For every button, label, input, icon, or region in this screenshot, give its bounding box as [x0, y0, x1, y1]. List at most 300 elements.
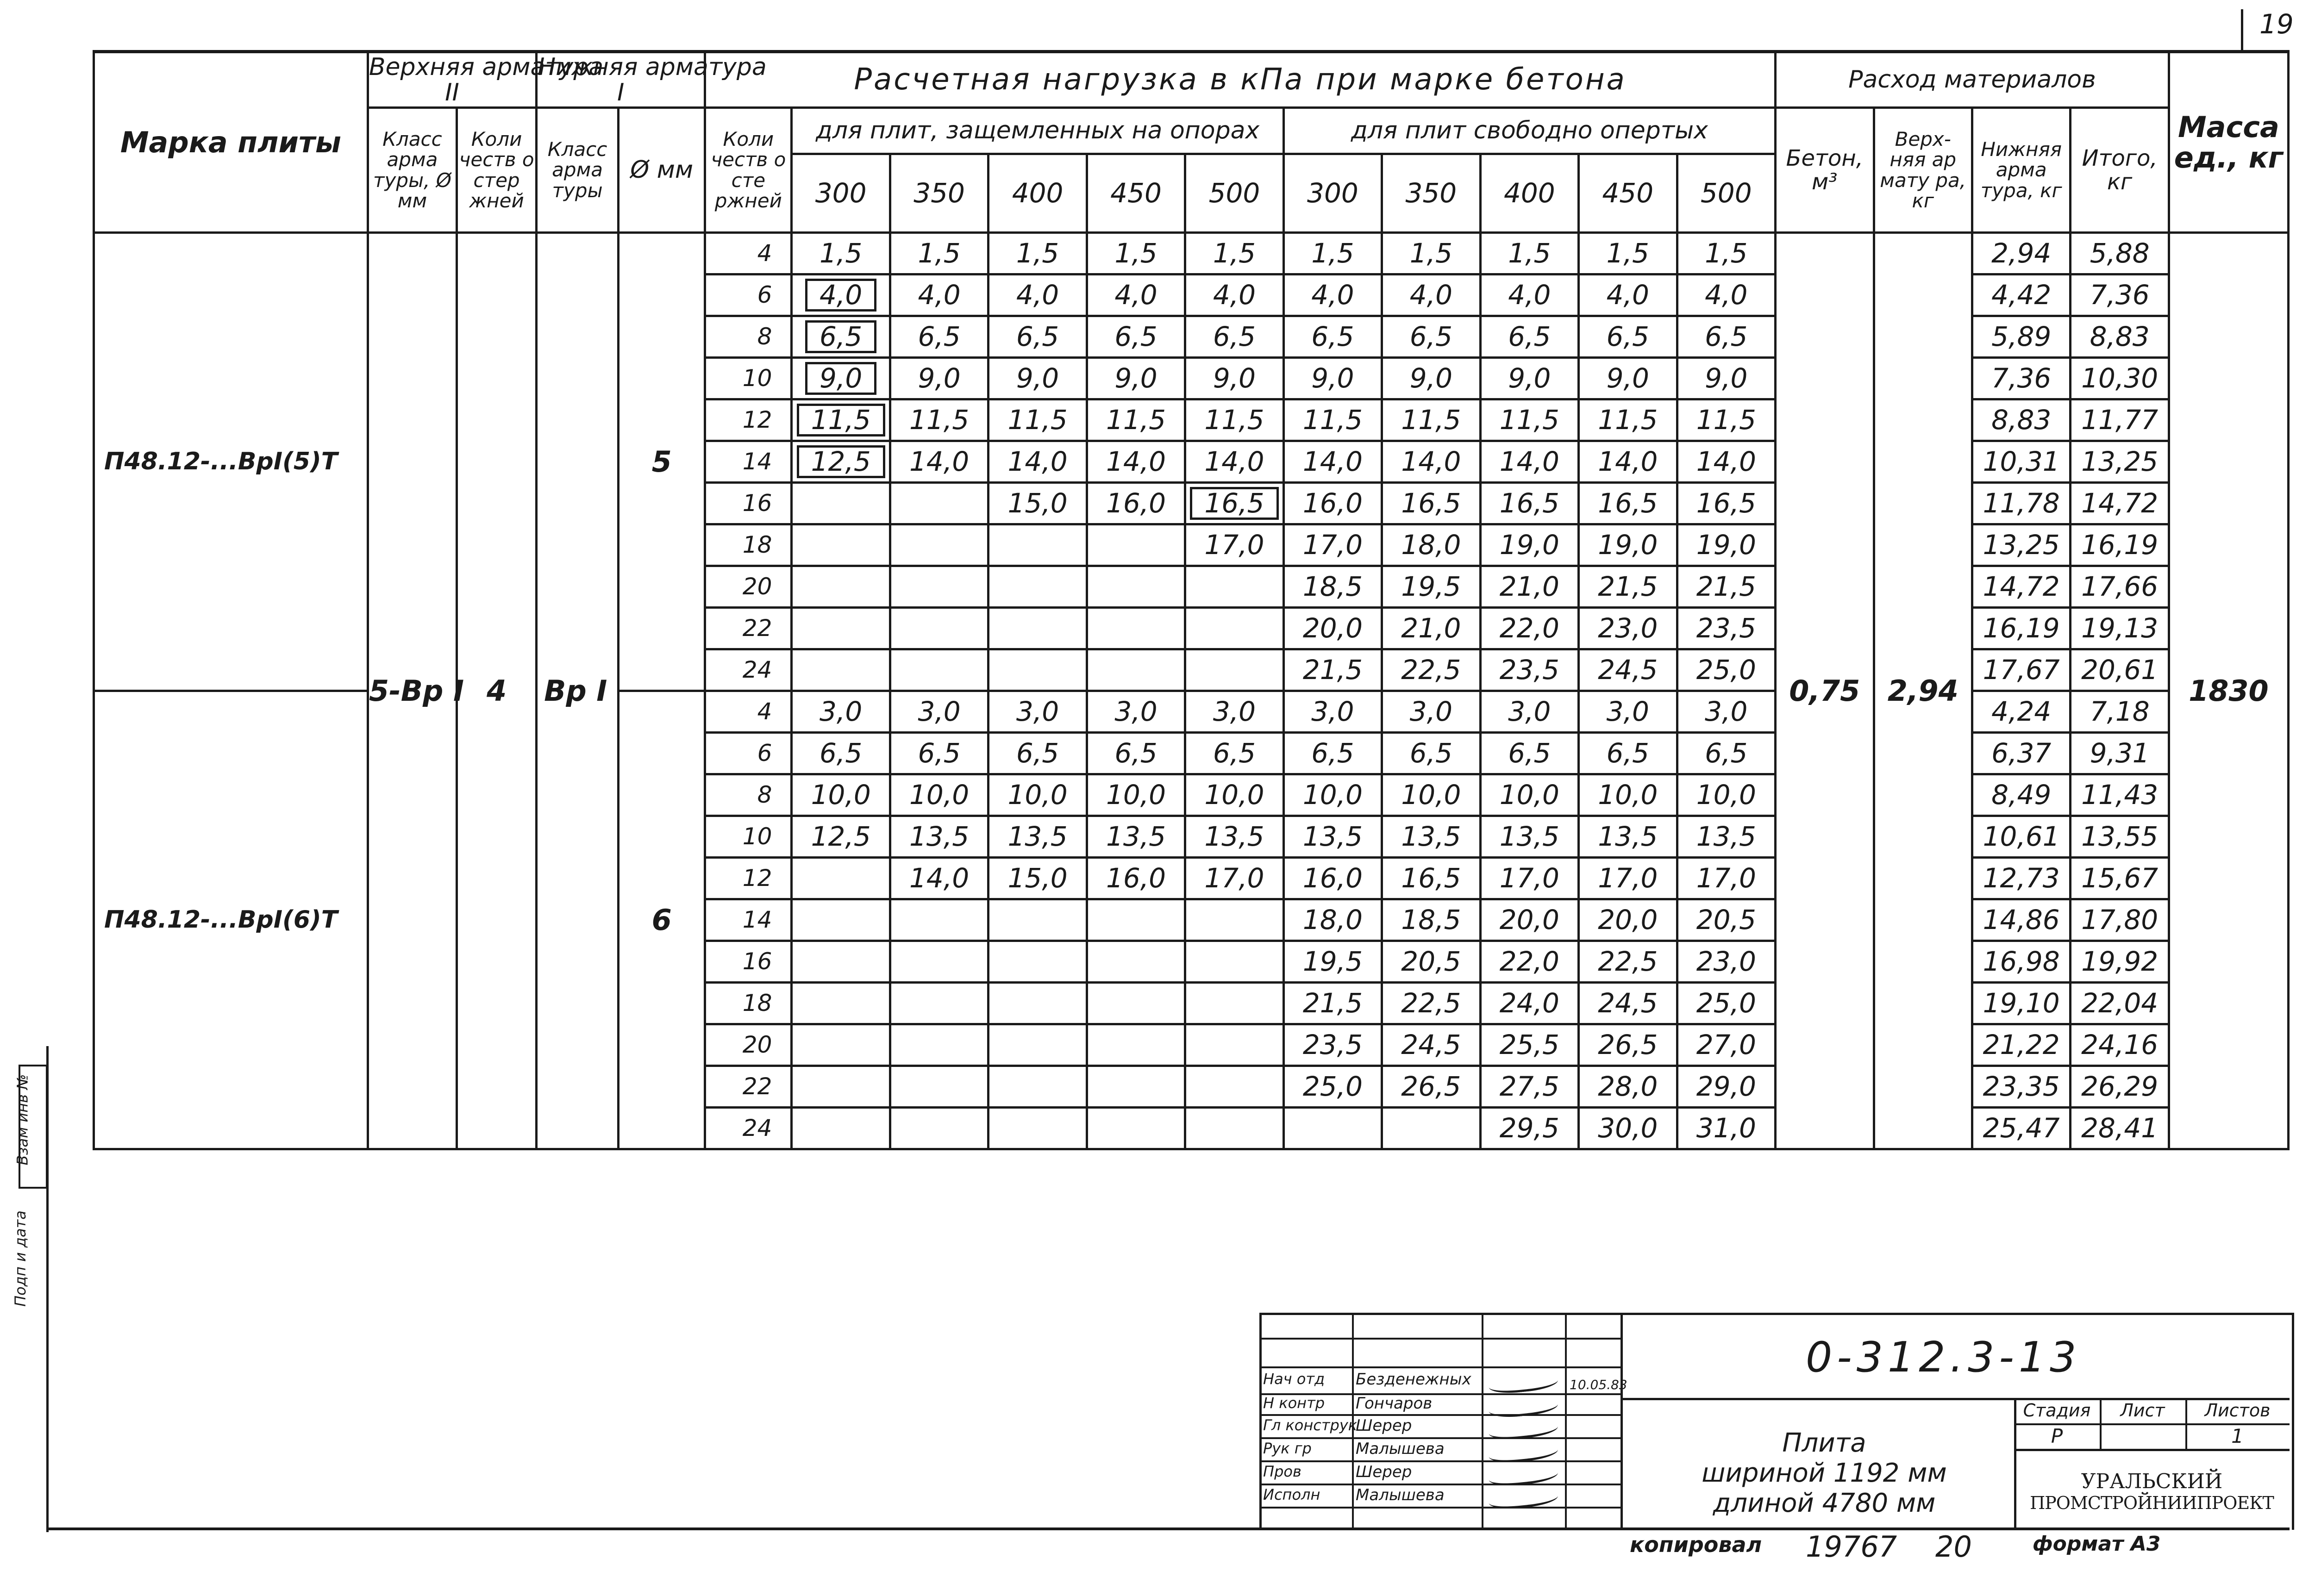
header-clamped: для плит, защемленных на опорах [792, 108, 1283, 154]
bottom-rebar-diam: 5 [619, 233, 705, 691]
stamp-hline [1259, 1437, 1620, 1439]
grade-clamped-4: 500 [1185, 154, 1283, 233]
stamp-hline [1259, 1460, 1620, 1462]
header-diam: Ø мм [619, 108, 705, 233]
load-free-2: 20,0 [1480, 899, 1578, 941]
load-table [93, 51, 2290, 1150]
load-free-4: 13,5 [1677, 816, 1776, 858]
bottom-arm-mass: 23,35 [1972, 1066, 2070, 1108]
load-free-1: 22,5 [1382, 983, 1480, 1024]
load-clamped-3: 10,0 [1087, 774, 1185, 816]
load-clamped-1 [890, 608, 988, 649]
stamp-name: Гончаров [1356, 1394, 1433, 1413]
load-free-0: 13,5 [1283, 816, 1382, 858]
header-materials: Расход материалов [1776, 52, 2169, 108]
stamp-name: Шерер [1356, 1463, 1412, 1481]
stamp-role: Рук гр [1263, 1440, 1312, 1457]
load-clamped-3: 13,5 [1087, 816, 1185, 858]
boxed-value: 9,0 [805, 362, 876, 395]
grade-clamped-2: 400 [989, 154, 1087, 233]
slab-mark: П48.12-...ВрI(6)Т [94, 691, 368, 1149]
rod-count: 20 [705, 566, 792, 608]
load-clamped-0 [792, 566, 890, 608]
load-clamped-2: 14,0 [989, 441, 1087, 483]
bottom-arm-mass: 5,89 [1972, 316, 2070, 358]
load-free-2: 21,0 [1480, 566, 1578, 608]
load-free-4: 6,5 [1677, 316, 1776, 358]
load-clamped-2 [989, 983, 1087, 1024]
bottom-arm-mass: 8,83 [1972, 399, 2070, 441]
load-free-1: 16,5 [1382, 858, 1480, 899]
rod-count: 16 [705, 483, 792, 524]
load-free-1: 18,0 [1382, 524, 1480, 566]
rod-count: 6 [705, 733, 792, 774]
load-free-4: 3,0 [1677, 691, 1776, 733]
load-free-2: 17,0 [1480, 858, 1578, 899]
load-clamped-4 [1185, 483, 1283, 524]
total-mass: 10,30 [2071, 358, 2169, 399]
unit-mass: 1830 [2169, 233, 2288, 1149]
load-free-0: 18,0 [1283, 899, 1382, 941]
rod-count: 10 [705, 816, 792, 858]
rod-count: 14 [705, 441, 792, 483]
load-free-3: 23,0 [1579, 608, 1677, 649]
load-free-4: 16,5 [1677, 483, 1776, 524]
bottom-arm-mass: 11,78 [1972, 483, 2070, 524]
total-mass: 15,67 [2071, 858, 2169, 899]
total-mass: 19,13 [2071, 608, 2169, 649]
load-free-0: 6,5 [1283, 733, 1382, 774]
load-free-1: 14,0 [1382, 441, 1480, 483]
load-clamped-1 [890, 524, 988, 566]
header-slab-mark: Марка плиты [94, 52, 368, 233]
load-free-3: 28,0 [1579, 1066, 1677, 1108]
top-arm-mass: 2,94 [1874, 233, 1972, 1149]
load-free-4: 19,0 [1677, 524, 1776, 566]
load-free-3: 13,5 [1579, 816, 1677, 858]
rod-count: 14 [705, 899, 792, 941]
load-clamped-2: 1,5 [989, 233, 1087, 274]
top-rebar-count: 4 [457, 233, 537, 1149]
stamp-name: Шерер [1356, 1416, 1412, 1435]
load-free-4: 25,0 [1677, 649, 1776, 691]
load-free-2: 29,5 [1480, 1108, 1578, 1149]
load-free-3: 17,0 [1579, 858, 1677, 899]
load-clamped-3: 14,0 [1087, 441, 1185, 483]
header-bottom-class: Класс арма туры [537, 108, 619, 233]
load-free-1: 9,0 [1382, 358, 1480, 399]
load-free-3: 21,5 [1579, 566, 1677, 608]
grade-clamped-3: 450 [1087, 154, 1185, 233]
load-clamped-3 [1087, 941, 1185, 983]
load-free-0: 16,0 [1283, 483, 1382, 524]
header-load-title: Расчетная нагрузка в кПа при марке бетона [705, 52, 1776, 108]
rod-count: 6 [705, 274, 792, 316]
load-free-4: 29,0 [1677, 1066, 1776, 1108]
stamp-role: Гл конструк [1263, 1416, 1358, 1434]
load-clamped-3: 16,0 [1087, 483, 1185, 524]
rod-count: 22 [705, 608, 792, 649]
load-clamped-2 [989, 524, 1087, 566]
load-clamped-2 [989, 941, 1087, 983]
copy-number: 19767 [1806, 1530, 1897, 1564]
sheets-value: 1 [2231, 1425, 2244, 1447]
title-line-1: Плита [1782, 1428, 1866, 1458]
load-clamped-2: 6,5 [989, 316, 1087, 358]
load-free-2: 23,5 [1480, 649, 1578, 691]
load-clamped-3: 1,5 [1087, 233, 1185, 274]
load-clamped-1: 10,0 [890, 774, 988, 816]
total-mass: 11,43 [2071, 774, 2169, 816]
bottom-arm-mass: 8,49 [1972, 774, 2070, 816]
total-mass: 8,83 [2071, 316, 2169, 358]
load-free-0: 11,5 [1283, 399, 1382, 441]
load-free-4: 27,0 [1677, 1024, 1776, 1066]
load-clamped-2: 13,5 [989, 816, 1087, 858]
load-clamped-4 [1185, 566, 1283, 608]
load-clamped-3 [1087, 899, 1185, 941]
load-clamped-2: 9,0 [989, 358, 1087, 399]
load-clamped-0 [792, 899, 890, 941]
bottom-arm-mass: 16,19 [1972, 608, 2070, 649]
header-bottom-arm: Нижняя арма тура, кг [1972, 108, 2070, 233]
load-clamped-0 [792, 608, 890, 649]
stamp-role: Исполн [1263, 1486, 1320, 1503]
load-clamped-0 [792, 941, 890, 983]
grade-clamped-0: 300 [792, 154, 890, 233]
load-free-0: 10,0 [1283, 774, 1382, 816]
load-free-4: 9,0 [1677, 358, 1776, 399]
total-mass: 16,19 [2071, 524, 2169, 566]
load-clamped-0 [792, 1108, 890, 1149]
load-free-4: 10,0 [1677, 774, 1776, 816]
load-free-0: 23,5 [1283, 1024, 1382, 1066]
sheets-label: Листов [2204, 1400, 2271, 1421]
load-free-2: 14,0 [1480, 441, 1578, 483]
load-free-3: 14,0 [1579, 441, 1677, 483]
load-free-1: 4,0 [1382, 274, 1480, 316]
load-free-4: 4,0 [1677, 274, 1776, 316]
load-free-1: 13,5 [1382, 816, 1480, 858]
load-free-2: 22,0 [1480, 941, 1578, 983]
load-clamped-4: 10,0 [1185, 774, 1283, 816]
load-free-4: 25,0 [1677, 983, 1776, 1024]
load-clamped-1: 1,5 [890, 233, 988, 274]
load-free-1: 19,5 [1382, 566, 1480, 608]
load-free-3: 24,5 [1579, 983, 1677, 1024]
grade-free-4: 500 [1677, 154, 1776, 233]
bottom-arm-mass: 2,94 [1972, 233, 2070, 274]
load-clamped-1 [890, 649, 988, 691]
load-free-0: 25,0 [1283, 1066, 1382, 1108]
header-simply-supported: для плит свободно опертых [1283, 108, 1775, 154]
rod-count: 8 [705, 316, 792, 358]
rod-count: 18 [705, 524, 792, 566]
boxed-value: 11,5 [797, 404, 885, 436]
total-mass: 17,80 [2071, 899, 2169, 941]
load-free-3: 30,0 [1579, 1108, 1677, 1149]
title-block-vline-4 [1620, 1313, 1623, 1527]
load-clamped-3 [1087, 983, 1185, 1024]
stage-label: Стадия [2023, 1400, 2091, 1421]
load-free-0: 4,0 [1283, 274, 1382, 316]
load-clamped-1 [890, 941, 988, 983]
load-free-4: 20,5 [1677, 899, 1776, 941]
rod-count: 10 [705, 358, 792, 399]
load-free-0 [1283, 1108, 1382, 1149]
rod-count: 16 [705, 941, 792, 983]
load-clamped-1 [890, 1066, 988, 1108]
top-rebar-class: 5-Вр I [368, 233, 457, 1149]
load-clamped-2 [989, 566, 1087, 608]
boxed-value: 4,0 [805, 279, 876, 312]
stamp-hline [1259, 1507, 1620, 1509]
load-clamped-3: 11,5 [1087, 399, 1185, 441]
load-free-1: 22,5 [1382, 649, 1480, 691]
load-clamped-1: 11,5 [890, 399, 988, 441]
total-mass: 9,31 [2071, 733, 2169, 774]
boxed-value: 16,5 [1190, 487, 1278, 520]
format-label: формат А3 [2033, 1532, 2161, 1556]
header-top-rebar: Верхняя арматура II [368, 52, 536, 108]
table-row [94, 233, 2289, 274]
load-free-3: 9,0 [1579, 358, 1677, 399]
load-clamped-4: 6,5 [1185, 316, 1283, 358]
load-clamped-0 [792, 399, 890, 441]
total-mass: 14,72 [2071, 483, 2169, 524]
load-clamped-3: 9,0 [1087, 358, 1185, 399]
copied-label: копировал [1630, 1532, 1762, 1557]
rod-count: 24 [705, 649, 792, 691]
load-clamped-0 [792, 649, 890, 691]
load-clamped-2 [989, 1108, 1087, 1149]
load-free-2: 6,5 [1480, 733, 1578, 774]
load-free-0: 20,0 [1283, 608, 1382, 649]
bottom-arm-mass: 4,24 [1972, 691, 2070, 733]
load-clamped-4: 13,5 [1185, 816, 1283, 858]
bottom-arm-mass: 14,72 [1972, 566, 2070, 608]
load-free-1: 21,0 [1382, 608, 1480, 649]
load-clamped-0 [792, 274, 890, 316]
load-clamped-1: 14,0 [890, 858, 988, 899]
load-clamped-3 [1087, 566, 1185, 608]
total-mass: 13,25 [2071, 441, 2169, 483]
load-clamped-1: 3,0 [890, 691, 988, 733]
load-clamped-2 [989, 1024, 1087, 1066]
load-free-1: 26,5 [1382, 1066, 1480, 1108]
stamp-role: Нач отд [1263, 1370, 1325, 1388]
load-clamped-1: 9,0 [890, 358, 988, 399]
load-free-0: 17,0 [1283, 524, 1382, 566]
load-clamped-0 [792, 858, 890, 899]
load-clamped-4: 17,0 [1185, 524, 1283, 566]
load-free-2: 4,0 [1480, 274, 1578, 316]
load-free-1: 11,5 [1382, 399, 1480, 441]
load-clamped-4: 9,0 [1185, 358, 1283, 399]
grade-free-2: 400 [1480, 154, 1578, 233]
load-free-0: 6,5 [1283, 316, 1382, 358]
load-clamped-1 [890, 983, 988, 1024]
load-clamped-4 [1185, 1024, 1283, 1066]
load-clamped-2: 11,5 [989, 399, 1087, 441]
title-block-vline-2 [1482, 1313, 1483, 1527]
load-free-2: 1,5 [1480, 233, 1578, 274]
load-free-4: 23,0 [1677, 941, 1776, 983]
header-top-arm: Верх- няя ар мату ра, кг [1874, 108, 1972, 233]
stage-value: Р [2051, 1425, 2063, 1447]
load-free-3: 3,0 [1579, 691, 1677, 733]
stamp-hline [1259, 1338, 1620, 1340]
load-free-3: 4,0 [1579, 274, 1677, 316]
header-bottom-count: Коли честв о сте ржней [705, 108, 792, 233]
load-free-4: 14,0 [1677, 441, 1776, 483]
bottom-arm-mass: 10,31 [1972, 441, 2070, 483]
stamp-name: Безденежных [1356, 1370, 1471, 1389]
total-mass: 5,88 [2071, 233, 2169, 274]
total-mass: 19,92 [2071, 941, 2169, 983]
load-clamped-0 [792, 524, 890, 566]
load-clamped-3 [1087, 1024, 1185, 1066]
load-free-2: 24,0 [1480, 983, 1578, 1024]
load-clamped-1 [890, 1108, 988, 1149]
load-clamped-1: 4,0 [890, 274, 988, 316]
load-clamped-2: 4,0 [989, 274, 1087, 316]
load-free-0: 16,0 [1283, 858, 1382, 899]
total-mass: 22,04 [2071, 983, 2169, 1024]
sheet-label: Лист [2120, 1400, 2165, 1421]
load-clamped-2: 3,0 [989, 691, 1087, 733]
load-clamped-4 [1185, 899, 1283, 941]
date-stamp: 10.05.83 [1570, 1377, 1627, 1392]
load-free-4: 11,5 [1677, 399, 1776, 441]
load-clamped-1: 6,5 [890, 316, 988, 358]
header-top-class: Класс арма туры, Ø мм [368, 108, 457, 233]
load-clamped-4: 1,5 [1185, 233, 1283, 274]
rod-count: 12 [705, 399, 792, 441]
load-clamped-4: 4,0 [1185, 274, 1283, 316]
load-clamped-0: 12,5 [792, 816, 890, 858]
rod-count: 4 [705, 233, 792, 274]
rod-count: 22 [705, 1066, 792, 1108]
load-free-1: 6,5 [1382, 733, 1480, 774]
rod-count: 18 [705, 983, 792, 1024]
rod-count: 20 [705, 1024, 792, 1066]
stamp-name: Малышева [1356, 1440, 1445, 1458]
load-clamped-2 [989, 608, 1087, 649]
stamp-role: Н контр [1263, 1394, 1325, 1412]
load-free-0: 3,0 [1283, 691, 1382, 733]
load-clamped-3 [1087, 524, 1185, 566]
load-clamped-0: 3,0 [792, 691, 890, 733]
copy-number-2: 20 [1935, 1530, 1972, 1564]
load-clamped-1 [890, 483, 988, 524]
boxed-value: 6,5 [805, 320, 876, 353]
load-clamped-4 [1185, 1108, 1283, 1149]
load-clamped-2: 10,0 [989, 774, 1087, 816]
load-free-3: 24,5 [1579, 649, 1677, 691]
grade-free-3: 450 [1579, 154, 1677, 233]
load-free-2: 25,5 [1480, 1024, 1578, 1066]
bottom-arm-mass: 25,47 [1972, 1108, 2070, 1149]
load-free-3: 1,5 [1579, 233, 1677, 274]
load-clamped-2: 15,0 [989, 858, 1087, 899]
load-free-3: 11,5 [1579, 399, 1677, 441]
load-free-1: 10,0 [1382, 774, 1480, 816]
load-clamped-4: 6,5 [1185, 733, 1283, 774]
load-clamped-0 [792, 483, 890, 524]
load-free-0: 21,5 [1283, 649, 1382, 691]
load-clamped-2 [989, 649, 1087, 691]
bottom-arm-mass: 21,22 [1972, 1024, 2070, 1066]
load-clamped-3 [1087, 1066, 1185, 1108]
load-free-2: 22,0 [1480, 608, 1578, 649]
load-free-2: 13,5 [1480, 816, 1578, 858]
load-clamped-1 [890, 566, 988, 608]
bottom-arm-mass: 4,42 [1972, 274, 2070, 316]
load-clamped-4: 3,0 [1185, 691, 1283, 733]
header-top-count: Коли честв о стер жней [457, 108, 537, 233]
bottom-rebar-class: Вр I [537, 233, 619, 1149]
boxed-value: 12,5 [797, 445, 885, 478]
stamp-name: Малышева [1356, 1486, 1445, 1504]
load-free-2: 27,5 [1480, 1066, 1578, 1108]
rod-count: 8 [705, 774, 792, 816]
load-clamped-3: 3,0 [1087, 691, 1185, 733]
load-clamped-1: 6,5 [890, 733, 988, 774]
load-clamped-4: 17,0 [1185, 858, 1283, 899]
load-free-0: 1,5 [1283, 233, 1382, 274]
bottom-arm-mass: 14,86 [1972, 899, 2070, 941]
total-mass: 28,41 [2071, 1108, 2169, 1149]
load-free-1: 20,5 [1382, 941, 1480, 983]
load-free-4: 21,5 [1677, 566, 1776, 608]
load-free-4: 23,5 [1677, 608, 1776, 649]
bottom-arm-mass: 13,25 [1972, 524, 2070, 566]
bottom-arm-mass: 17,67 [1972, 649, 2070, 691]
header-bottom-rebar: Нижняя арматура I [537, 52, 705, 108]
load-free-3: 6,5 [1579, 733, 1677, 774]
bottom-arm-mass: 16,98 [1972, 941, 2070, 983]
grade-clamped-1: 350 [890, 154, 988, 233]
load-free-0: 9,0 [1283, 358, 1382, 399]
total-mass: 20,61 [2071, 649, 2169, 691]
load-clamped-0 [792, 1066, 890, 1108]
load-clamped-3 [1087, 608, 1185, 649]
load-clamped-2 [989, 899, 1087, 941]
load-free-1: 6,5 [1382, 316, 1480, 358]
stamp-hline [1259, 1366, 1620, 1368]
load-clamped-0 [792, 983, 890, 1024]
load-clamped-4 [1185, 608, 1283, 649]
load-clamped-3: 6,5 [1087, 316, 1185, 358]
load-clamped-3: 6,5 [1087, 733, 1185, 774]
load-free-4: 31,0 [1677, 1108, 1776, 1149]
bottom-arm-mass: 6,37 [1972, 733, 2070, 774]
bottom-arm-mass: 10,61 [1972, 816, 2070, 858]
grade-free-1: 350 [1382, 154, 1480, 233]
rod-count: 4 [705, 691, 792, 733]
title-block-vline-3 [1565, 1313, 1567, 1527]
org-line-2: ПРОМСТРОЙНИИПРОЕКТ [2030, 1493, 2274, 1513]
load-clamped-3 [1087, 649, 1185, 691]
load-free-2: 10,0 [1480, 774, 1578, 816]
concrete-volume: 0,75 [1776, 233, 1874, 1149]
bottom-arm-mass: 12,73 [1972, 858, 2070, 899]
load-clamped-3 [1087, 1108, 1185, 1149]
side-stamp-text-2: Подп и дата [11, 1210, 29, 1307]
total-mass: 26,29 [2071, 1066, 2169, 1108]
load-free-3: 20,0 [1579, 899, 1677, 941]
